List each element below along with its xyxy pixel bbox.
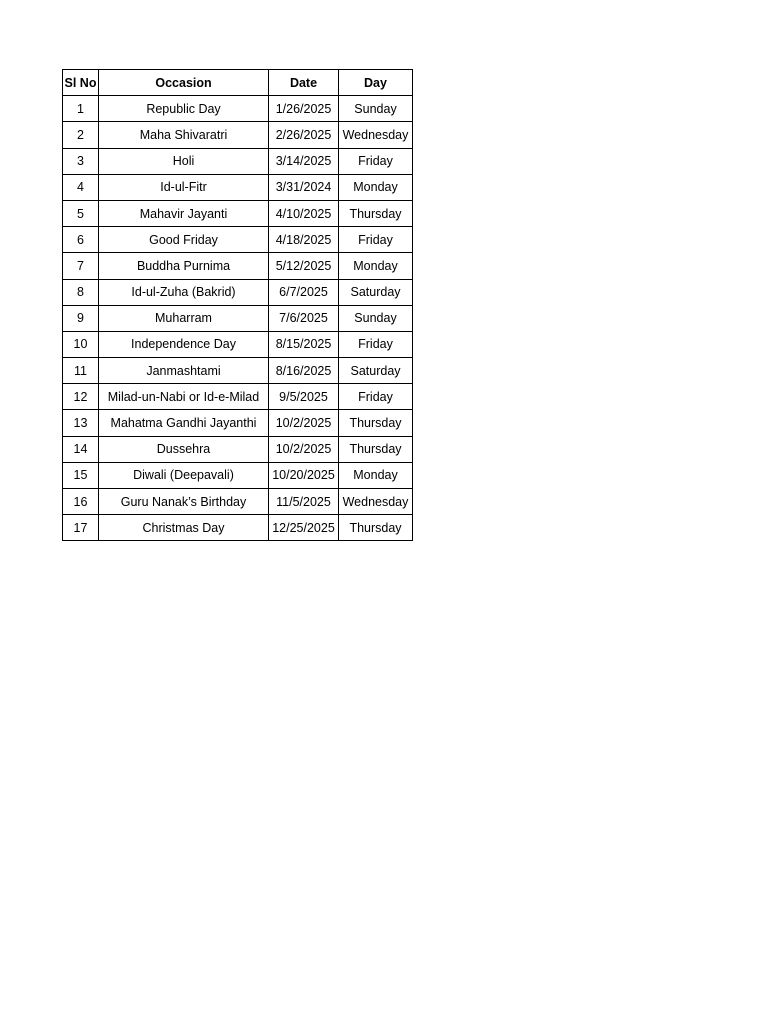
cell-day: Thursday: [339, 515, 413, 541]
cell-sl-no: 1: [63, 96, 99, 122]
cell-day: Friday: [339, 227, 413, 253]
cell-date: 10/2/2025: [269, 410, 339, 436]
holiday-table: [62, 69, 413, 541]
table-row: [63, 489, 413, 515]
cell-sl-no: 5: [63, 200, 99, 226]
cell-occasion: Republic Day: [99, 96, 269, 122]
cell-day: Saturday: [339, 279, 413, 305]
cell-date: 3/31/2024: [269, 174, 339, 200]
table-row: [63, 200, 413, 226]
cell-day: Friday: [339, 331, 413, 357]
cell-occasion: Diwali (Deepavali): [99, 462, 269, 488]
cell-sl-no: 14: [63, 436, 99, 462]
cell-sl-no: 3: [63, 148, 99, 174]
cell-sl-no: 9: [63, 305, 99, 331]
cell-sl-no: 2: [63, 122, 99, 148]
cell-sl-no: 4: [63, 174, 99, 200]
cell-occasion: Janmashtami: [99, 358, 269, 384]
cell-sl-no: 11: [63, 358, 99, 384]
table-row: [63, 462, 413, 488]
cell-day: Thursday: [339, 410, 413, 436]
cell-date: 11/5/2025: [269, 489, 339, 515]
table-row: [63, 331, 413, 357]
cell-occasion: Christmas Day: [99, 515, 269, 541]
cell-occasion: Id-ul-Fitr: [99, 174, 269, 200]
table-row: [63, 253, 413, 279]
cell-date: 9/5/2025: [269, 384, 339, 410]
cell-sl-no: 17: [63, 515, 99, 541]
cell-day: Wednesday: [339, 489, 413, 515]
cell-sl-no: 7: [63, 253, 99, 279]
cell-occasion: Independence Day: [99, 331, 269, 357]
cell-date: 5/12/2025: [269, 253, 339, 279]
header-day: Day: [339, 70, 413, 96]
cell-occasion: Milad-un-Nabi or Id-e-Milad: [99, 384, 269, 410]
cell-day: Wednesday: [339, 122, 413, 148]
cell-day: Thursday: [339, 436, 413, 462]
cell-sl-no: 15: [63, 462, 99, 488]
table-row: [63, 515, 413, 541]
cell-date: 4/18/2025: [269, 227, 339, 253]
cell-day: Monday: [339, 253, 413, 279]
cell-date: 7/6/2025: [269, 305, 339, 331]
cell-date: 10/20/2025: [269, 462, 339, 488]
cell-occasion: Muharram: [99, 305, 269, 331]
table-body: [63, 96, 413, 541]
cell-sl-no: 16: [63, 489, 99, 515]
cell-day: Sunday: [339, 96, 413, 122]
header-date: Date: [269, 70, 339, 96]
table-row: [63, 410, 413, 436]
table-row: [63, 279, 413, 305]
cell-sl-no: 10: [63, 331, 99, 357]
cell-occasion: Holi: [99, 148, 269, 174]
cell-day: Thursday: [339, 200, 413, 226]
cell-day: Friday: [339, 148, 413, 174]
table-row: [63, 96, 413, 122]
cell-date: 6/7/2025: [269, 279, 339, 305]
cell-date: 1/26/2025: [269, 96, 339, 122]
table-row: [63, 305, 413, 331]
table-row: [63, 227, 413, 253]
cell-date: 8/16/2025: [269, 358, 339, 384]
cell-occasion: Mahavir Jayanti: [99, 200, 269, 226]
cell-occasion: Maha Shivaratri: [99, 122, 269, 148]
table-row: [63, 358, 413, 384]
cell-date: 8/15/2025: [269, 331, 339, 357]
table-row: [63, 436, 413, 462]
cell-day: Saturday: [339, 358, 413, 384]
cell-date: 2/26/2025: [269, 122, 339, 148]
table-row: [63, 384, 413, 410]
cell-sl-no: 12: [63, 384, 99, 410]
cell-date: 10/2/2025: [269, 436, 339, 462]
header-occasion: Occasion: [99, 70, 269, 96]
cell-sl-no: 8: [63, 279, 99, 305]
cell-day: Monday: [339, 174, 413, 200]
cell-day: Friday: [339, 384, 413, 410]
cell-day: Sunday: [339, 305, 413, 331]
cell-sl-no: 13: [63, 410, 99, 436]
cell-occasion: Buddha Purnima: [99, 253, 269, 279]
cell-date: 3/14/2025: [269, 148, 339, 174]
table-row: [63, 122, 413, 148]
cell-occasion: Dussehra: [99, 436, 269, 462]
table-row: [63, 174, 413, 200]
table-row: [63, 148, 413, 174]
cell-sl-no: 6: [63, 227, 99, 253]
cell-occasion: Good Friday: [99, 227, 269, 253]
cell-day: Monday: [339, 462, 413, 488]
header-sl-no: Sl No: [63, 70, 99, 96]
cell-occasion: Id-ul-Zuha (Bakrid): [99, 279, 269, 305]
cell-date: 4/10/2025: [269, 200, 339, 226]
cell-occasion: Guru Nanak’s Birthday: [99, 489, 269, 515]
table-header-row: [63, 70, 413, 96]
cell-occasion: Mahatma Gandhi Jayanthi: [99, 410, 269, 436]
cell-date: 12/25/2025: [269, 515, 339, 541]
holiday-table-container: [62, 69, 413, 541]
